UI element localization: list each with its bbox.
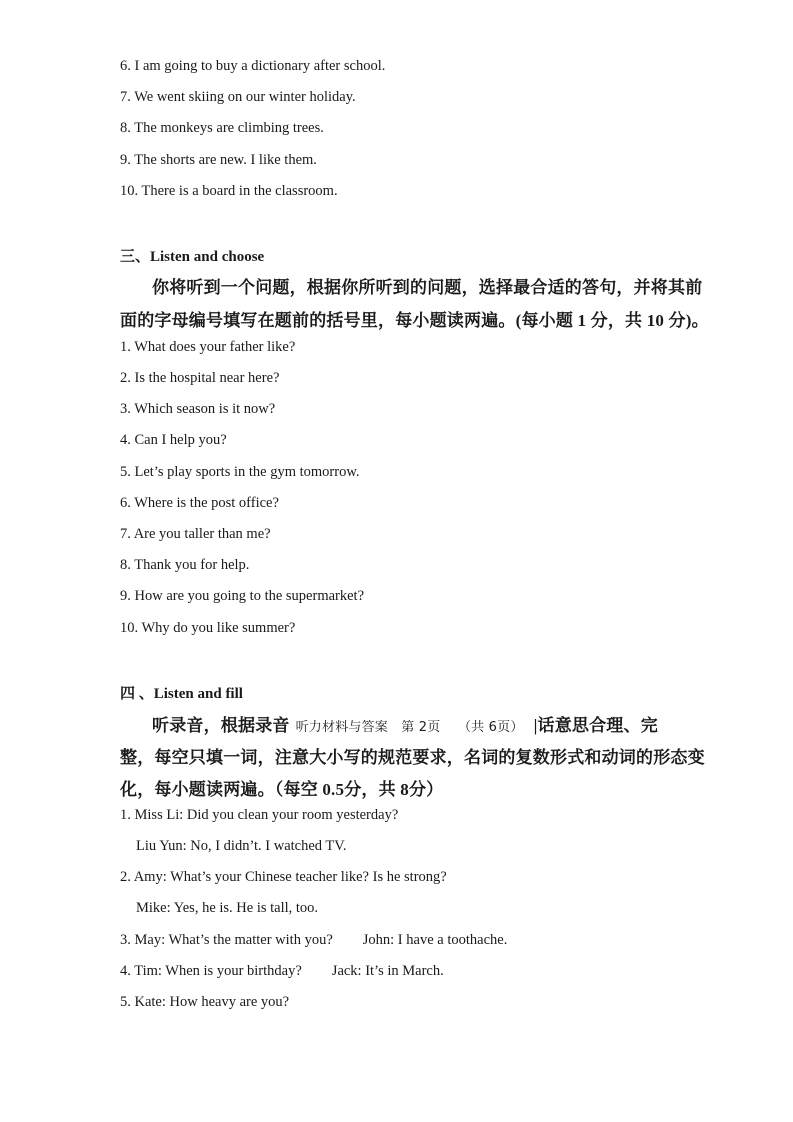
section-heading: 三、Listen and choose: [120, 249, 265, 265]
instruction-text: 你将听到一个问题，根据你所听到的问题，选择最合适的答句，并将其前: [152, 278, 703, 297]
list-item: 10. There is a board in the classroom.: [120, 183, 338, 199]
dialogue-question: 4. Tim: When is your birthday?: [120, 963, 302, 979]
list-item: 10. Why do you like summer?: [120, 620, 296, 636]
list-item: 7. We went skiing on our winter holiday.: [120, 89, 356, 105]
list-item: 6. Where is the post office?: [120, 495, 279, 511]
instruction-text: 化，每小题读两遍。（每空 0.5分，共 8分）: [120, 780, 444, 799]
dialogue-line: 2. Amy: What’s your Chinese teacher like? Is he strong?: [120, 869, 447, 885]
instruction-text: 整，每空只填一词，注意大小写的规范要求，名词的复数形式和动词的形态变: [120, 748, 705, 767]
instruction-part: 听录音，根据录音: [152, 716, 290, 735]
dialogue-question: 3. May: What’s the matter with you?: [120, 932, 333, 948]
list-item: 6. I am going to buy a dictionary after school.: [120, 58, 386, 74]
list-item: 8. The monkeys are climbing trees.: [120, 120, 324, 136]
list-item: 5. Let’s play sports in the gym tomorrow.: [120, 464, 360, 480]
dialogue-line: Mike: Yes, he is. He is tall, too.: [136, 900, 319, 916]
list-item: 1. What does your father like?: [120, 339, 296, 355]
instruction-text: 面的字母编号填写在题前的括号里，每小题读两遍。(每小题 1 分，共 10 分)。: [120, 311, 709, 330]
dialogue-line: 1. Miss Li: Did you clean your room yesterday?: [120, 807, 399, 823]
instruction-part: |话意思合理、完: [533, 716, 658, 735]
dialogue-line: Liu Yun: No, I didn’t. I watched TV.: [136, 838, 347, 854]
list-item: 4. Can I help you?: [120, 432, 227, 448]
list-item: 8. Thank you for help.: [120, 557, 250, 573]
page-footer: 听力材料与答案 第 2页 （共 6页）: [295, 720, 524, 735]
dialogue-line: 5. Kate: How heavy are you?: [120, 994, 290, 1010]
dialogue-line: [120, 932, 507, 949]
list-item: 3. Which season is it now?: [120, 401, 276, 417]
dialogue-answer: John: I have a toothache.: [362, 932, 508, 948]
list-item: 9. How are you going to the supermarket?: [120, 588, 365, 604]
list-item: 9. The shorts are new. I like them.: [120, 152, 317, 168]
dialogue-line: [120, 963, 444, 980]
list-item: 2. Is the hospital near here?: [120, 370, 280, 386]
section-heading: 四 、Listen and fill: [120, 686, 243, 702]
dialogue-answer: Jack: It’s in March.: [331, 963, 444, 979]
list-item: 7. Are you taller than me?: [120, 526, 271, 542]
instruction-text: [152, 711, 658, 736]
